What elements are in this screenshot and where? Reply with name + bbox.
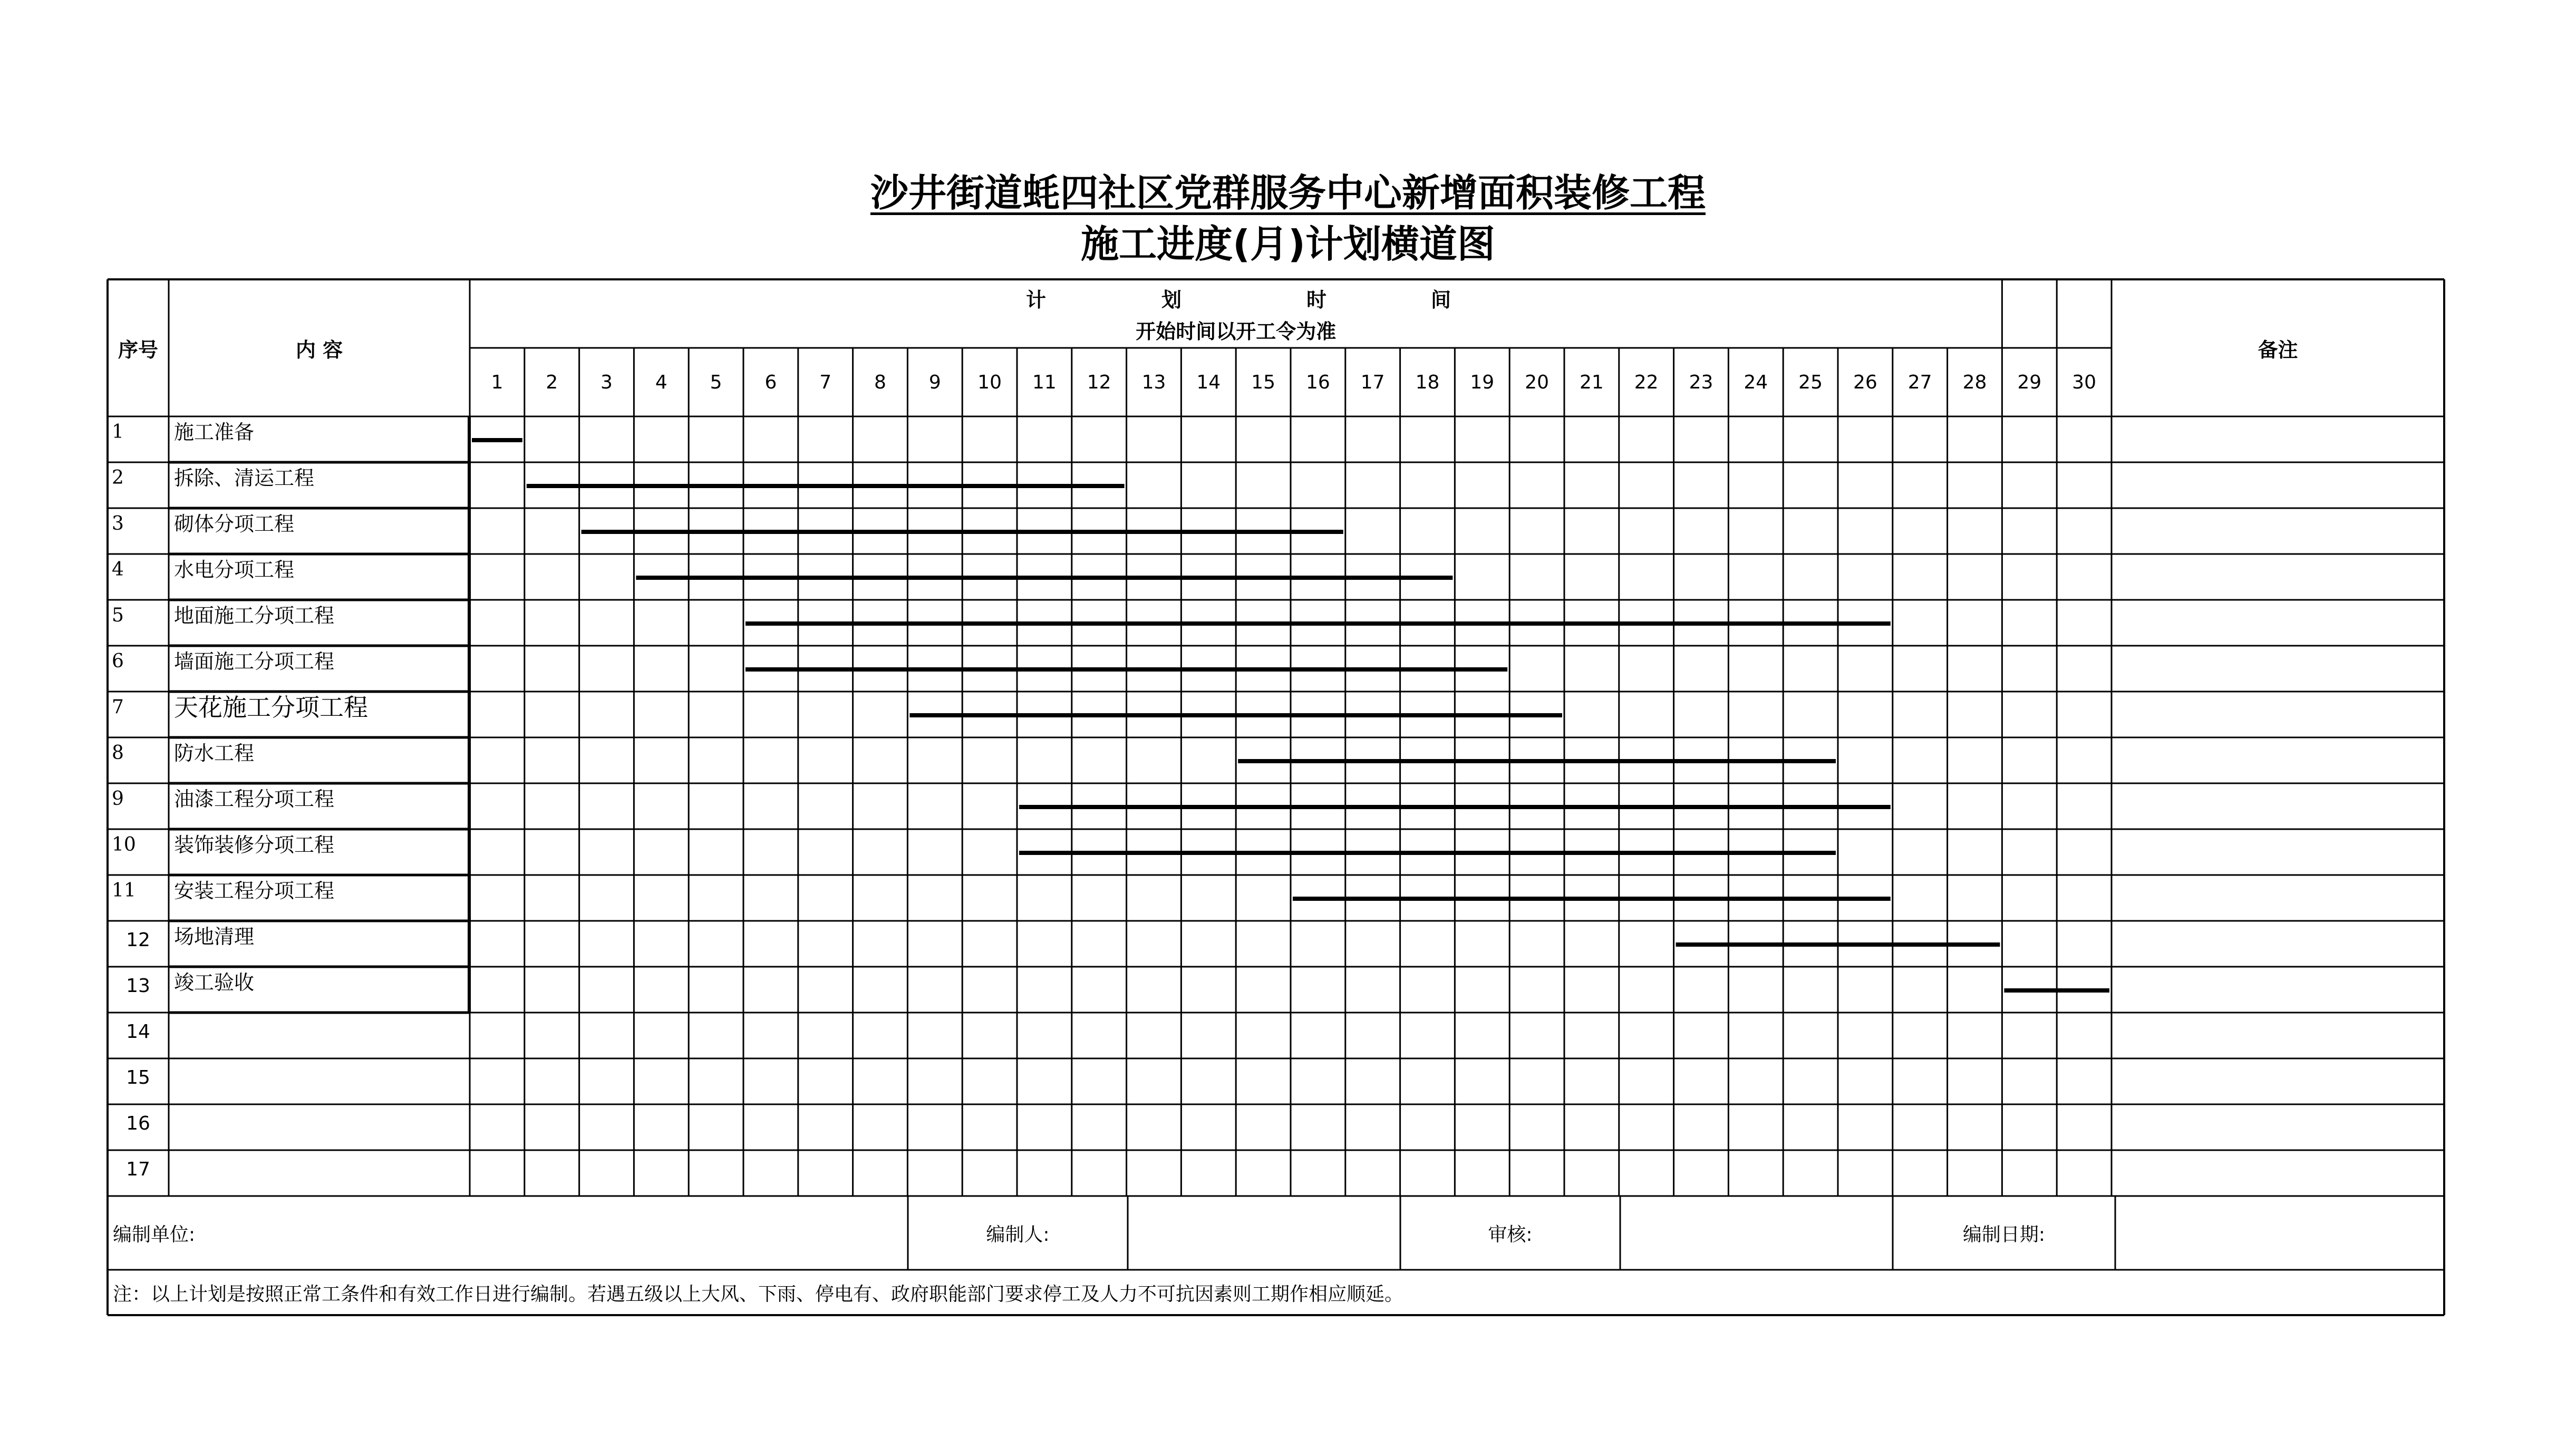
plan-note: 开始时间以开工令为准 <box>1136 319 1337 343</box>
plan-time-char: 划 <box>1161 288 1182 312</box>
day-label: 20 <box>1525 371 1549 393</box>
task-name: 地面施工分项工程 <box>174 604 335 627</box>
task-name: 场地清理 <box>174 925 255 948</box>
task-name: 竣工验收 <box>174 971 255 994</box>
row-number: 8 <box>112 742 124 764</box>
author-label: 编制人: <box>986 1223 1050 1246</box>
task-name: 施工准备 <box>174 421 255 444</box>
day-label: 25 <box>1798 371 1823 393</box>
task-name: 油漆工程分项工程 <box>174 787 335 811</box>
footnote: 注：以上计划是按照正常工条件和有效工作日进行编制。若遇五级以上大风、下雨、停电有、政府职能部门要求停工及人力不可抗因素则工期作相应顺延。 <box>113 1283 1404 1305</box>
date-label: 编制日期: <box>1962 1223 2046 1246</box>
day-label: 23 <box>1689 371 1713 393</box>
row-number: 10 <box>112 834 136 855</box>
row-number: 17 <box>126 1159 150 1180</box>
unit-label: 编制单位: <box>113 1223 196 1246</box>
day-label: 8 <box>874 371 886 393</box>
day-label: 26 <box>1853 371 1877 393</box>
row-number: 2 <box>112 467 124 489</box>
day-label: 22 <box>1634 371 1659 393</box>
remark-header: 备注 <box>2258 338 2298 362</box>
task-name: 砌体分项工程 <box>174 512 295 536</box>
task-name: 墙面施工分项工程 <box>174 650 335 673</box>
document-subtitle: 施工进度(月)计划横道图 <box>1081 222 1495 266</box>
day-label: 29 <box>2017 371 2042 393</box>
day-label: 10 <box>977 371 1002 393</box>
row-number: 1 <box>112 421 124 443</box>
row-number: 3 <box>112 513 124 534</box>
row-number: 15 <box>126 1067 150 1088</box>
row-number: 5 <box>112 605 124 626</box>
row-number: 13 <box>126 975 150 997</box>
task-name: 安装工程分项工程 <box>174 879 335 902</box>
day-label: 21 <box>1579 371 1604 393</box>
day-label: 19 <box>1470 371 1495 393</box>
day-label: 30 <box>2072 371 2096 393</box>
day-label: 14 <box>1196 371 1221 393</box>
row-number: 9 <box>112 788 124 810</box>
day-label: 16 <box>1305 371 1330 393</box>
row-number: 11 <box>112 880 136 901</box>
row-number: 14 <box>126 1021 150 1043</box>
task-name: 水电分项工程 <box>174 558 295 581</box>
day-label: 4 <box>655 371 667 393</box>
day-label: 13 <box>1141 371 1166 393</box>
seq-header: 序号 <box>118 338 158 362</box>
document-title: 沙井街道蚝四社区党群服务中心新增面积装修工程 <box>870 171 1706 215</box>
day-label: 3 <box>601 371 613 393</box>
day-label: 27 <box>1907 371 1932 393</box>
task-name: 天花施工分项工程 <box>174 693 368 722</box>
task-name: 防水工程 <box>174 742 255 765</box>
day-label: 24 <box>1744 371 1768 393</box>
row-number: 6 <box>112 650 124 672</box>
plan-time-char: 时 <box>1306 288 1326 312</box>
task-name: 拆除、清运工程 <box>174 466 315 490</box>
day-label: 18 <box>1415 371 1440 393</box>
day-label: 5 <box>710 371 722 393</box>
content-header: 内 容 <box>295 338 343 362</box>
day-label: 11 <box>1032 371 1057 393</box>
plan-time-char: 计 <box>1025 288 1046 312</box>
day-label: 28 <box>1962 371 1987 393</box>
day-label: 6 <box>764 371 777 393</box>
row-number: 4 <box>112 559 124 580</box>
plan-time-char: 间 <box>1430 288 1451 312</box>
row-number: 12 <box>126 929 150 951</box>
day-label: 7 <box>819 371 832 393</box>
day-label: 15 <box>1251 371 1275 393</box>
day-label: 1 <box>491 371 503 393</box>
day-label: 12 <box>1087 371 1111 393</box>
review-label: 审核: <box>1488 1223 1533 1246</box>
row-number: 16 <box>126 1113 150 1134</box>
day-label: 9 <box>928 371 941 393</box>
task-name: 装饰装修分项工程 <box>174 833 335 857</box>
row-number: 7 <box>112 696 124 718</box>
day-label: 17 <box>1360 371 1385 393</box>
day-label: 2 <box>546 371 558 393</box>
